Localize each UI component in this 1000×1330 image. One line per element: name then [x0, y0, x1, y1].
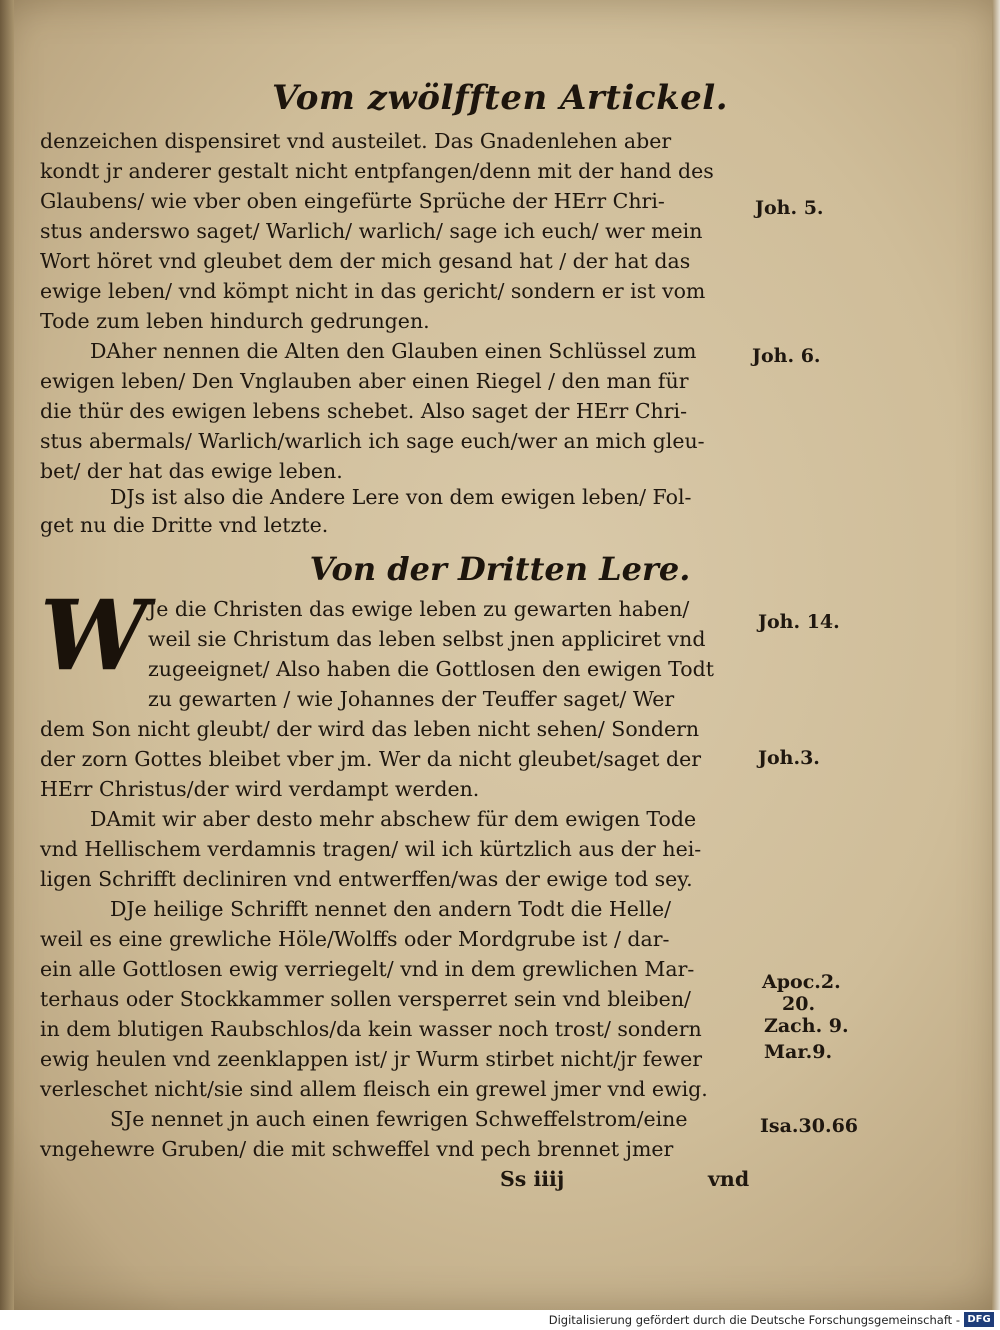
text-line: DAher nennen die Alten den Glauben einen Schlüssel zum — [90, 339, 697, 363]
text-line: in dem blutigen Raubschlos/da kein wasser noch trost/ sondern — [40, 1017, 702, 1041]
signature-mark: Ss iiij — [500, 1167, 565, 1191]
text-line: stus abermals/ Warlich/warlich ich sage euch/wer an mich gleu- — [40, 429, 705, 453]
dfg-logo: DFG — [964, 1312, 994, 1327]
text-line: get nu die Dritte vnd letzte. — [40, 513, 329, 537]
text-line: vngehewre Gruben/ die mit schweffel vnd pech brennet jmer — [40, 1137, 674, 1161]
page-right-edge — [992, 0, 1000, 1310]
text-line: weil sie Christum das leben selbst jnen appliciret vnd — [148, 627, 706, 651]
margin-note: Joh. 6. — [752, 345, 821, 367]
funding-credit: Digitalisierung gefördert durch die Deutsche Forschungsgemeinschaft - — [548, 1313, 960, 1327]
margin-note: Joh.3. — [758, 747, 820, 769]
margin-note: Isa.30.66 — [760, 1115, 859, 1137]
text-line: SJe nennet jn auch einen fewrigen Schweffelstrom/eine — [110, 1107, 688, 1131]
text-line: Tode zum leben hindurch gedrungen. — [40, 309, 430, 333]
text-line: stus anderswo saget/ Warlich/ warlich/ sage ich euch/ wer mein — [40, 219, 703, 243]
text-line: verleschet nicht/sie sind allem fleisch ein grewel jmer vnd ewig. — [40, 1077, 708, 1101]
text-line: ewig heulen vnd zeenklappen ist/ jr Wurm stirbet nicht/jr fewer — [40, 1047, 702, 1071]
section-title: Von der Dritten Lere. — [309, 550, 691, 588]
text-line: kondt jr anderer gestalt nicht entpfangen/denn mit der hand des — [40, 159, 714, 183]
text-line: zugeeignet/ Also haben die Gottlosen den ewigen Todt — [148, 657, 714, 681]
text-line: ligen Schrifft decliniren vnd entwerffen/was der ewige tod sey. — [40, 867, 693, 891]
text-line: bet/ der hat das ewige leben. — [40, 459, 343, 483]
text-line: zu gewarten / wie Johannes der Teuffer saget/ Wer — [148, 687, 675, 711]
text-line: weil es eine grewliche Höle/Wolffs oder Mordgrube ist / dar- — [40, 927, 670, 951]
text-line: DAmit wir aber desto mehr abschew für dem ewigen Tode — [90, 807, 697, 831]
text-line: der zorn Gottes bleibet vber jm. Wer da nicht gleubet/saget der — [40, 747, 702, 771]
text-line: DJs ist also die Andere Lere von dem ewigen leben/ Fol- — [110, 485, 692, 509]
text-line: Wort höret vnd gleubet dem der mich gesand hat / der hat das — [40, 249, 691, 273]
page-binding-edge — [0, 0, 14, 1310]
text-line: dem Son nicht gleubt/ der wird das leben nicht sehen/ Sondern — [40, 717, 700, 741]
text-line: ewige leben/ vnd kömpt nicht in das gericht/ sondern er ist vom — [40, 279, 706, 303]
margin-note: Joh. 14. — [758, 611, 840, 633]
text-line: terhaus oder Stockkammer sollen versperret sein vnd bleiben/ — [40, 987, 691, 1011]
margin-note: Apoc.2. — [762, 971, 841, 993]
margin-note: Mar.9. — [764, 1041, 833, 1063]
text-line: Je die Christen das ewige leben zu gewarten haben/ — [148, 597, 690, 621]
running-header: Vom zwölfften Artickel. — [271, 78, 729, 118]
text-line: ewigen leben/ Den Vnglauben aber einen Riegel / den man für — [40, 369, 689, 393]
text-line: HErr Christus/der wird verdampt werden. — [40, 777, 480, 801]
margin-note: Joh. 5. — [755, 197, 824, 219]
catchword: vnd — [708, 1167, 750, 1191]
text-line: Glaubens/ wie vber oben eingefürte Sprüche der HErr Chri- — [40, 189, 665, 213]
text-line: vnd Hellischem verdamnis tragen/ wil ich kürtzlich aus der hei- — [40, 837, 702, 861]
margin-note: Zach. 9. — [764, 1015, 849, 1037]
text-line: die thür des ewigen lebens schebet. Also saget der HErr Chri- — [40, 399, 688, 423]
text-line: DJe heilige Schrifft nennet den andern Todt die Helle/ — [110, 897, 672, 921]
margin-note: 20. — [782, 993, 816, 1015]
decorated-initial: W — [40, 579, 148, 692]
text-line: ein alle Gottlosen ewig verriegelt/ vnd in dem grewlichen Mar- — [40, 957, 695, 981]
text-line: denzeichen dispensiret vnd austeilet. Das Gnadenlehen aber — [40, 129, 672, 153]
